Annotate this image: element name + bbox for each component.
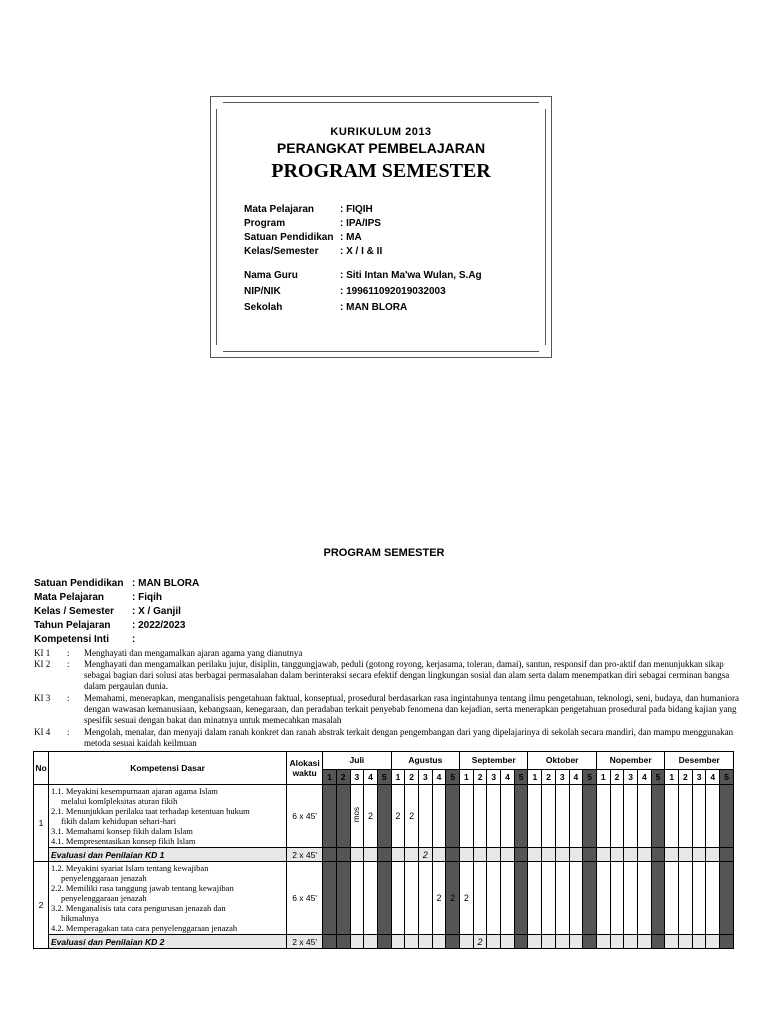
week-header: 3	[350, 769, 364, 784]
week-header: 3	[487, 769, 501, 784]
week-cell	[706, 862, 720, 935]
week-cell	[391, 935, 405, 949]
week-cell	[350, 862, 364, 935]
month-header: September	[460, 752, 528, 770]
week-cell	[651, 862, 665, 935]
cover-info-row: Program : IPA/IPS	[244, 218, 381, 229]
cover-kurikulum: KURIKULUM 2013	[330, 126, 432, 138]
week-cell	[706, 935, 720, 949]
eval-label: Evaluasi dan Penilaian KD 2	[49, 935, 287, 949]
month-header: Agustus	[391, 752, 459, 770]
eval-row	[34, 848, 734, 862]
week-header: 5	[377, 769, 391, 784]
week-header: 5	[446, 769, 460, 784]
cover-info-row: Satuan Pendidikan : MA	[244, 232, 362, 243]
table-row	[34, 862, 734, 935]
week-cell	[418, 785, 432, 848]
week-header: 1	[323, 769, 337, 784]
week-cell	[637, 785, 651, 848]
week-header: 4	[637, 769, 651, 784]
week-cell	[460, 785, 474, 848]
week-cell	[323, 935, 337, 949]
week-cell: 2	[460, 862, 474, 935]
header-alokasi: Alokasi waktu	[287, 752, 323, 785]
week-cell	[624, 862, 638, 935]
week-cell	[651, 848, 665, 862]
week-cell	[569, 785, 583, 848]
week-cell	[596, 862, 610, 935]
week-header: 1	[528, 769, 542, 784]
week-cell	[336, 862, 350, 935]
week-cell	[487, 848, 501, 862]
week-cell	[350, 935, 364, 949]
week-cell	[665, 935, 679, 949]
week-cell	[583, 848, 597, 862]
week-cell: 2	[405, 785, 419, 848]
week-cell	[665, 785, 679, 848]
week-cell	[610, 862, 624, 935]
frame-corner	[539, 345, 552, 358]
week-cell	[405, 862, 419, 935]
week-cell	[637, 862, 651, 935]
week-cell	[391, 848, 405, 862]
cover-info-row: Nama Guru : Siti Intan Ma'wa Wulan, S.Ag	[244, 270, 482, 281]
week-cell	[596, 848, 610, 862]
week-cell	[460, 848, 474, 862]
week-cell	[446, 848, 460, 862]
week-cell	[501, 848, 515, 862]
week-cell	[665, 848, 679, 862]
week-cell	[514, 935, 528, 949]
eval-label: Evaluasi dan Penilaian KD 1	[49, 848, 287, 862]
week-cell	[501, 862, 515, 935]
week-cell	[542, 935, 556, 949]
week-cell	[514, 862, 528, 935]
week-header: 4	[432, 769, 446, 784]
week-cell	[706, 848, 720, 862]
month-header: Desember	[665, 752, 734, 770]
page-title: PROGRAM SEMESTER	[323, 547, 445, 559]
kd-line: 4.1. Mempresentasikan konsep fikih Islam	[51, 836, 196, 846]
week-cell	[651, 785, 665, 848]
kd-line: 3.1. Memahami konsep fikih dalam Islam	[51, 826, 193, 836]
week-cell	[651, 935, 665, 949]
kd-line: penyelenggaraan jenazah	[61, 893, 147, 903]
week-cell	[446, 935, 460, 949]
kd-line: 3.2. Menganalisis tata cara pengurusan jenazah dan	[51, 903, 226, 913]
week-header: 2	[336, 769, 350, 784]
week-header: 3	[624, 769, 638, 784]
week-cell	[610, 785, 624, 848]
week-cell	[514, 785, 528, 848]
week-header: 1	[596, 769, 610, 784]
week-cell	[377, 935, 391, 949]
week-cell	[350, 848, 364, 862]
kd-cell	[49, 862, 287, 935]
week-cell	[610, 848, 624, 862]
kd-line: penyelenggaraan jenazah	[61, 873, 147, 883]
week-header: 3	[555, 769, 569, 784]
kd-line: 1.2. Meyakini syariat Islam tentang kewajiban	[51, 863, 209, 873]
week-cell	[679, 862, 693, 935]
week-cell	[692, 785, 706, 848]
kd-line: melalui komlpleksitas aturan fikih	[61, 796, 178, 806]
week-header: 2	[610, 769, 624, 784]
month-header: Nopember	[596, 752, 664, 770]
week-cell	[336, 785, 350, 848]
week-cell	[336, 935, 350, 949]
week-cell: 2	[364, 785, 378, 848]
eval-row	[34, 935, 734, 949]
cover-info-row: Mata Pelajaran : FIQIH	[244, 204, 373, 215]
month-header: Juli	[323, 752, 391, 770]
week-cell	[528, 862, 542, 935]
week-cell	[583, 862, 597, 935]
week-cell	[596, 935, 610, 949]
week-cell	[364, 935, 378, 949]
week-cell	[624, 785, 638, 848]
meta-row: Kelas / Semester : X / Ganjil	[34, 606, 181, 617]
week-cell	[377, 785, 391, 848]
week-header: 4	[501, 769, 515, 784]
week-cell: 2	[418, 848, 432, 862]
week-cell	[323, 848, 337, 862]
ki-item: KI 1 : Menghayati dan mengamalkan ajaran agama yang dianutnya	[34, 648, 303, 658]
week-cell	[569, 935, 583, 949]
week-header: 4	[569, 769, 583, 784]
kd-line: 2.2. Memiliki rasa tanggung jawab tentang kewajiban	[51, 883, 234, 893]
week-cell	[323, 862, 337, 935]
week-cell	[323, 785, 337, 848]
week-cell: 2	[432, 862, 446, 935]
week-cell	[432, 848, 446, 862]
week-cell	[720, 848, 734, 862]
week-cell	[542, 848, 556, 862]
week-header: 3	[692, 769, 706, 784]
kd-line: hikmahnya	[61, 913, 99, 923]
week-header: 5	[583, 769, 597, 784]
header-no: No	[34, 752, 49, 785]
week-cell	[418, 935, 432, 949]
week-cell	[555, 785, 569, 848]
week-cell: 2	[391, 785, 405, 848]
week-cell	[377, 848, 391, 862]
week-cell	[432, 935, 446, 949]
week-cell	[692, 935, 706, 949]
week-cell	[391, 862, 405, 935]
eval-alokasi: 2 x 45'	[287, 848, 323, 862]
week-header: 4	[706, 769, 720, 784]
week-cell	[583, 935, 597, 949]
week-cell	[624, 848, 638, 862]
week-cell	[569, 848, 583, 862]
week-cell	[637, 935, 651, 949]
cover-title: PROGRAM SEMESTER	[271, 160, 491, 182]
week-cell	[679, 935, 693, 949]
week-header: 1	[460, 769, 474, 784]
week-cell	[679, 785, 693, 848]
week-cell: 2	[446, 862, 460, 935]
frame-corner	[210, 96, 223, 109]
kd-cell	[49, 785, 287, 848]
week-cell	[487, 935, 501, 949]
week-header: 3	[418, 769, 432, 784]
kd-line: fikih dalam kehidupan sehari-hari	[61, 816, 176, 826]
week-cell	[542, 785, 556, 848]
week-cell	[350, 785, 364, 848]
week-cell	[336, 848, 350, 862]
week-cell	[473, 848, 487, 862]
header-kd: Kompetensi Dasar	[49, 752, 287, 785]
row-no: 2	[34, 862, 49, 949]
ki-item: KI 3 : Memahami, menerapkan, menganalisis pengetahuan faktual, konseptual, prosedural berdasarkan rasa ingintahunya tentang ilmu pengetahuan, teknologi, seni, budaya, dan humaniora dengan wawasan kemanusiaan, kebangsaan, kenegaraan, dan peradaban terkait penyebab fenomena dan kejadian, serta menerapkan pengetahuan prosedural pada bidang kajian yang spesifik sesuai dengan bakat dan minatnya untuk memecahkan masalah	[34, 693, 740, 725]
week-cell	[692, 862, 706, 935]
week-cell	[665, 862, 679, 935]
week-header: 1	[391, 769, 405, 784]
week-cell: 2	[473, 935, 487, 949]
week-cell	[720, 862, 734, 935]
kd-line: 1.1. Meyakini kesempurnaan ajaran agama Islam	[51, 786, 218, 796]
rotated-note: mos	[352, 807, 362, 823]
week-cell	[610, 935, 624, 949]
kd-line: 4.2. Memperagakan tata cara penyelenggaraan jenazah	[51, 923, 238, 933]
frame-corner	[210, 345, 223, 358]
table-row	[34, 785, 734, 848]
cover-info-row: NIP/NIK : 199611092019032003	[244, 286, 446, 297]
week-cell	[487, 862, 501, 935]
alokasi-cell: 6 x 45'	[287, 862, 323, 935]
week-header: 5	[651, 769, 665, 784]
week-cell	[542, 862, 556, 935]
cover-perangkat: PERANGKAT PEMBELAJARAN	[276, 140, 486, 156]
week-cell	[364, 862, 378, 935]
week-cell	[528, 848, 542, 862]
week-header: 2	[473, 769, 487, 784]
week-cell	[583, 785, 597, 848]
week-cell	[706, 785, 720, 848]
kd-line: 2.1. Menunjukkan perilaku taat terhadap ketentuan hukum	[51, 806, 250, 816]
week-cell	[720, 785, 734, 848]
week-header: 4	[364, 769, 378, 784]
week-cell	[446, 785, 460, 848]
week-cell	[473, 785, 487, 848]
cover-frame	[210, 96, 552, 358]
week-cell	[405, 935, 419, 949]
week-cell	[528, 935, 542, 949]
alokasi-cell: 6 x 45'	[287, 785, 323, 848]
week-cell	[432, 785, 446, 848]
week-cell	[405, 848, 419, 862]
week-cell	[692, 848, 706, 862]
week-cell	[569, 862, 583, 935]
week-cell	[555, 848, 569, 862]
table-header-months	[34, 752, 734, 770]
week-cell	[514, 848, 528, 862]
meta-row: Satuan Pendidikan : MAN BLORA	[34, 578, 200, 589]
ki-item: KI 4 : Mengolah, menalar, dan menyaji dalam ranah konkret dan ranah abstrak terkait dengan pengembangan dari yang dipelajarinya di sekolah secara mandiri, dan mampu menggunakan metoda sesuai kaidah keilmuan	[34, 727, 734, 748]
week-cell	[364, 848, 378, 862]
week-cell	[501, 785, 515, 848]
week-cell	[555, 935, 569, 949]
week-header: 2	[542, 769, 556, 784]
row-no: 1	[34, 785, 49, 862]
week-cell	[624, 935, 638, 949]
week-header: 1	[665, 769, 679, 784]
cover-info-row: Sekolah : MAN BLORA	[244, 302, 408, 313]
week-cell	[487, 785, 501, 848]
week-header: 2	[405, 769, 419, 784]
eval-alokasi: 2 x 45'	[287, 935, 323, 949]
meta-row: Tahun Pelajaran : 2022/2023	[34, 620, 186, 631]
week-cell	[501, 935, 515, 949]
week-cell	[637, 848, 651, 862]
week-cell	[528, 785, 542, 848]
week-cell	[418, 862, 432, 935]
week-cell	[596, 785, 610, 848]
month-header: Oktober	[528, 752, 596, 770]
schedule-table	[33, 751, 734, 949]
meta-row: Kompetensi Inti :	[34, 634, 136, 645]
week-header: 2	[679, 769, 693, 784]
ki-item: KI 2 : Menghayati dan mengamalkan perilaku jujur, disiplin, tanggungjawab, peduli (gotong royong, kerjasama, toleran, damai), santun, responsif dan pro-aktif dan menunjukkan sikap sebagai bagian dari solusi atas berbagai permasalahan dalam berinteraksi secara efektif dengan lingkungan sosial dan alam serta dalam menempatkan diri sebagai cerminan bangsa dalam pergaulan dunia.	[34, 659, 730, 691]
week-cell	[460, 935, 474, 949]
week-header: 5	[514, 769, 528, 784]
week-cell	[679, 848, 693, 862]
meta-row: Mata Pelajaran : Fiqih	[34, 592, 162, 603]
week-cell	[473, 862, 487, 935]
week-cell	[555, 862, 569, 935]
week-header: 5	[720, 769, 734, 784]
frame-corner	[539, 96, 552, 109]
cover-info-row: Kelas/Semester : X / I & II	[244, 246, 383, 257]
week-cell	[720, 935, 734, 949]
week-cell	[377, 862, 391, 935]
